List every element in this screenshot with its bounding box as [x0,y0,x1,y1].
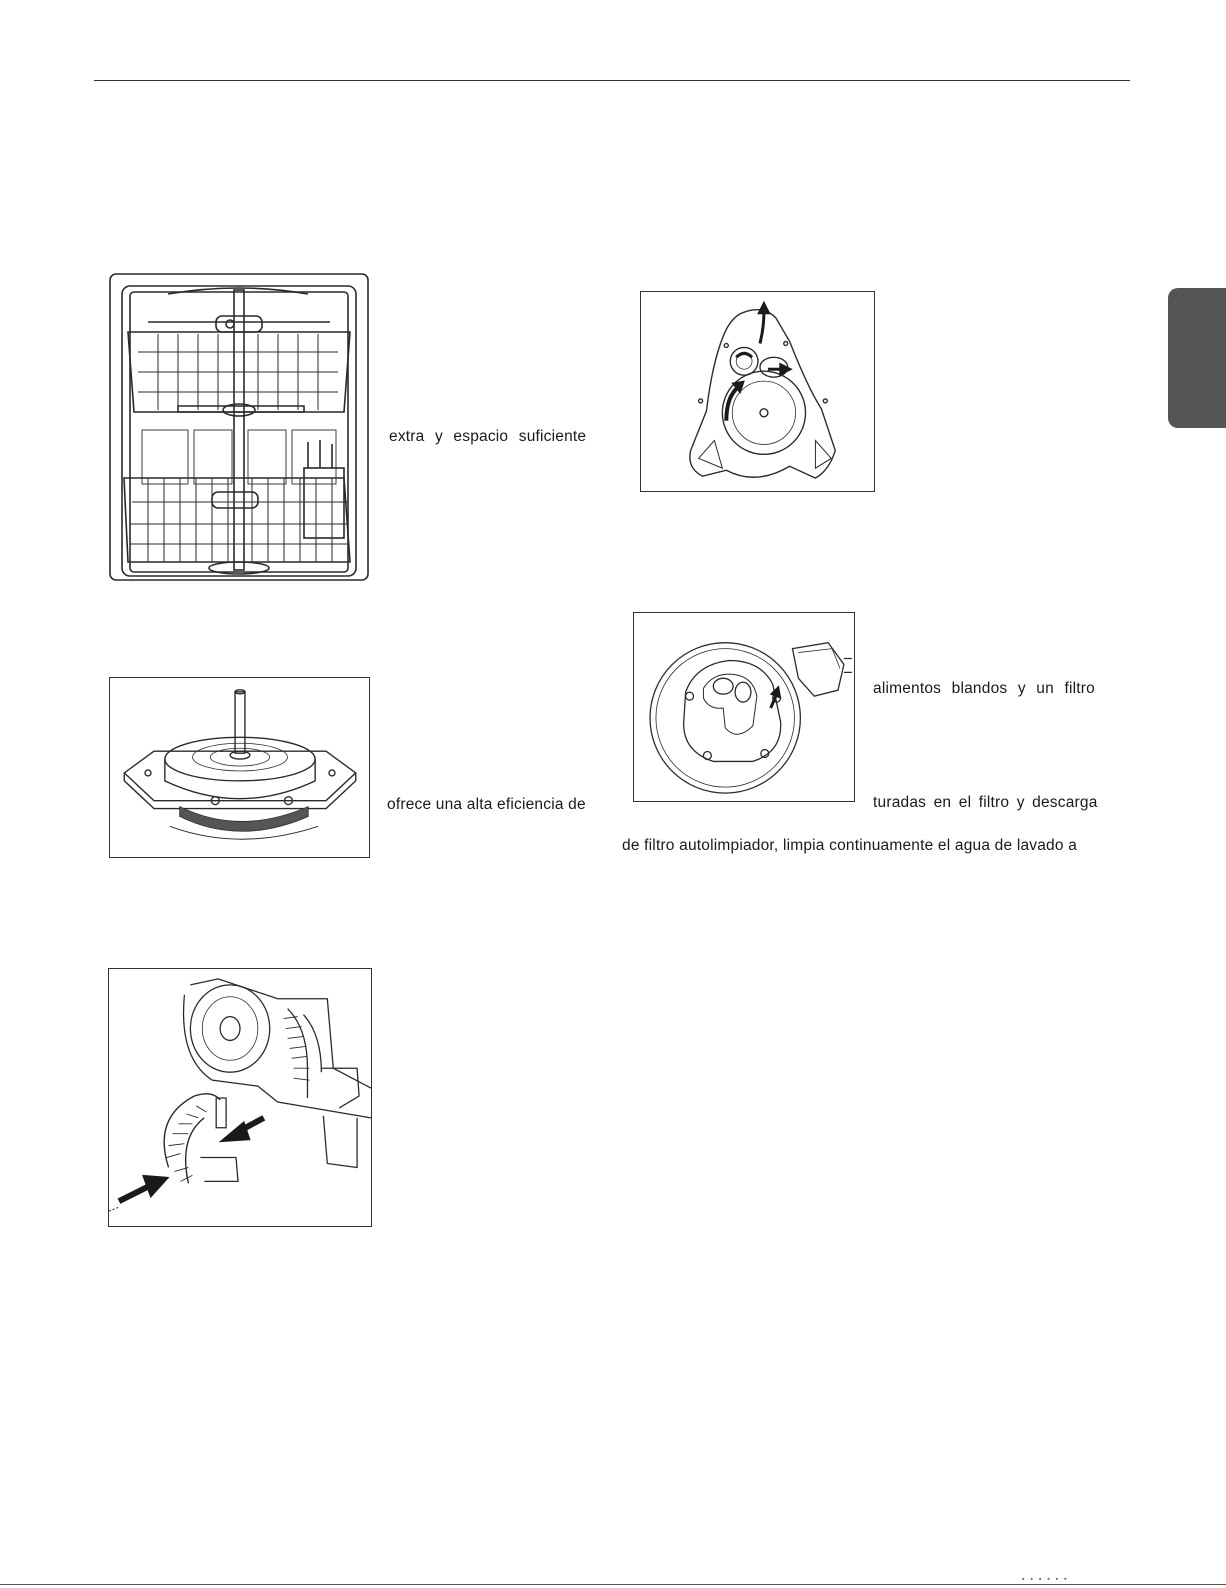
motor-figure [109,677,370,858]
dishwasher-figure [108,272,370,582]
duct-illustration [109,969,371,1226]
chapter-tab [1168,288,1226,428]
footer-mark: ▪ ▪ ▪ ▪ ▪ ▪ [1022,1576,1069,1583]
dishwasher-illustration [108,272,370,582]
header-rule [94,80,1130,81]
dishwasher-caption: extra y espacio suficiente [389,428,587,445]
filter-illustration [634,613,854,801]
filter-figure [633,612,855,802]
footer-rule [0,1584,1226,1585]
motor-caption: ofrece una alta eficiencia de [387,796,586,813]
pump-figure [640,291,875,492]
filter-caption-3: de filtro autolimpiador, limpia continuamente el agua de lavado a [622,837,1078,854]
filter-caption-2: turadas en el filtro y descarga [873,794,1098,811]
motor-illustration [110,678,369,857]
pump-illustration [641,292,874,491]
filter-caption-1: alimentos blandos y un filtro [873,680,1095,697]
duct-figure [108,968,372,1227]
